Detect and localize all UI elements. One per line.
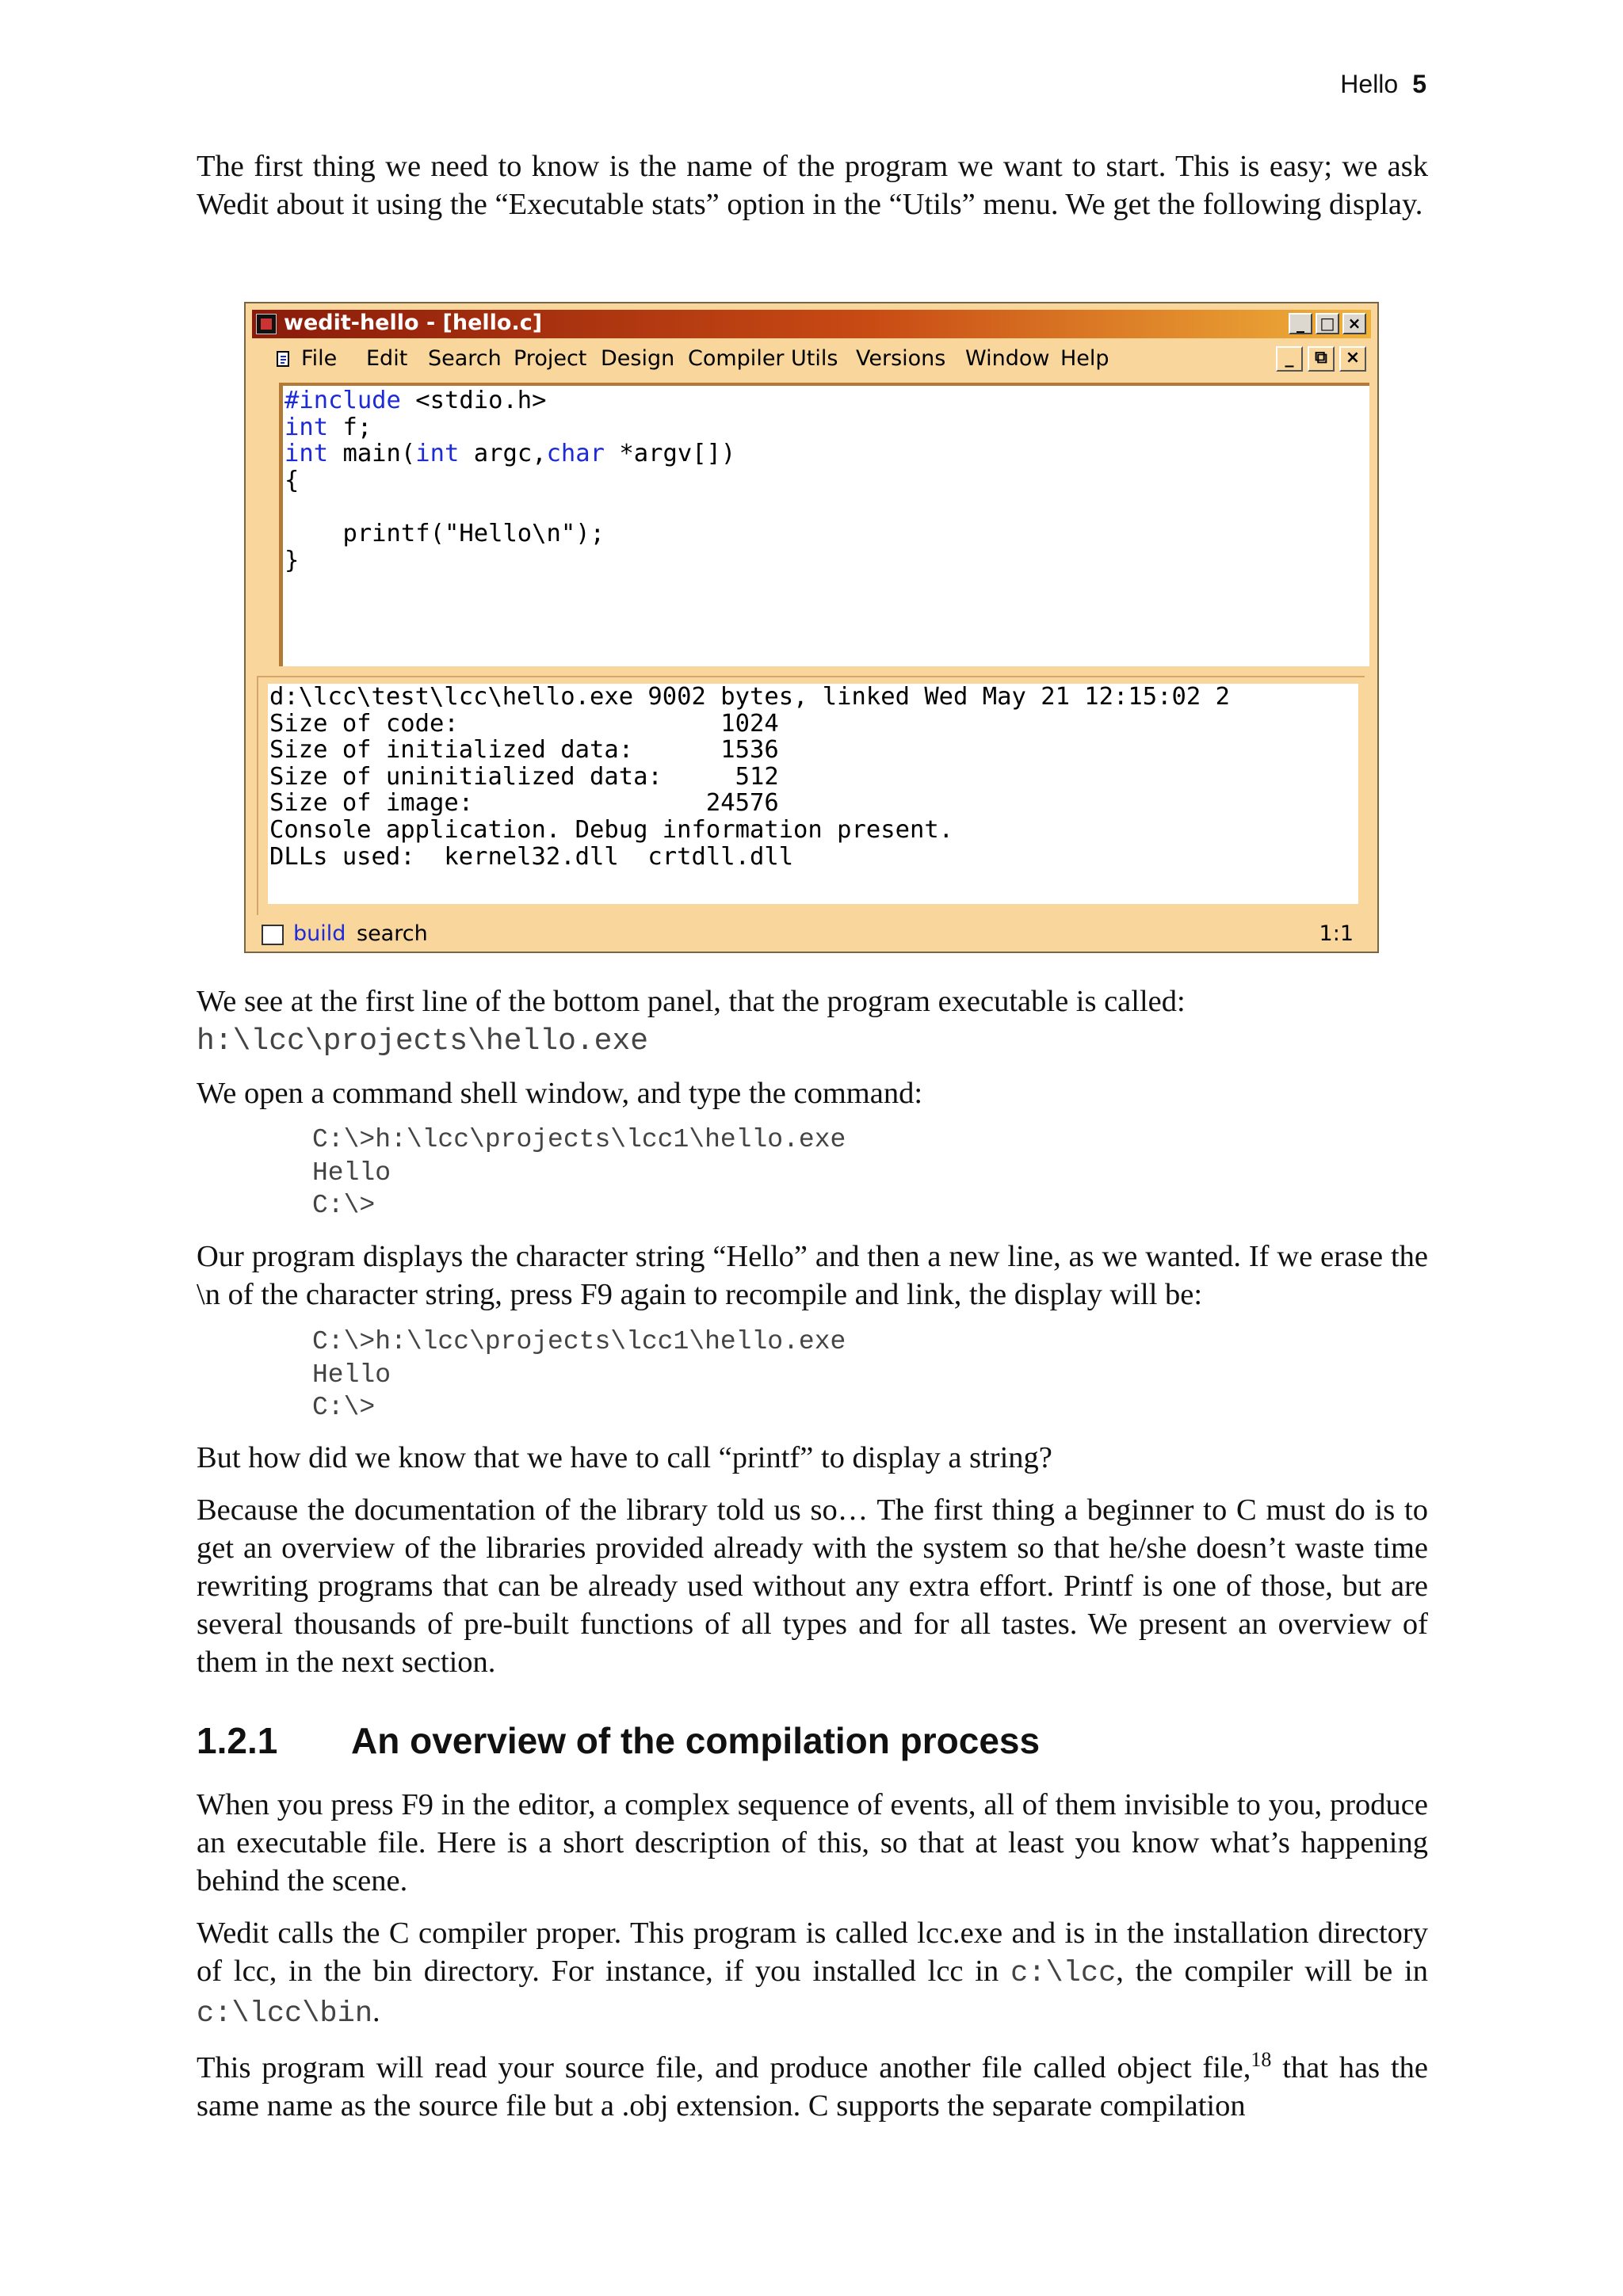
close-icon[interactable]: × [1342,313,1366,334]
menu-project[interactable]: Project [514,346,587,371]
output-line: Console application. Debug information present. [269,815,954,844]
path-lcc: c:\lcc [1010,1957,1117,1990]
para-displays: Our program displays the character string “Hello” and then a new line, as we wanted. If we erase the \n of the character string, press F9 again to recompile and link, the display will be: [197,1240,1428,1311]
para-wedit-text-a: Wedit calls the C compiler proper. This program is called lcc.exe and is in the installation directory of lcc, in the bin directory. For instance, if you installed lcc in [197,1917,1428,1988]
code-line: int f; [285,413,372,441]
wedit-window-screenshot [244,302,1379,953]
code-text [283,386,1369,574]
tab-build[interactable]: build [293,921,346,946]
code-line: { [285,466,300,494]
header-title: Hello [1340,70,1399,98]
para-see-text: We see at the first line of the bottom panel, that the program executable is called: [197,985,1186,1018]
footnote-marker: 18 [1251,2048,1272,2072]
output-text [268,684,1358,870]
menu-utils[interactable]: Utils [791,346,838,371]
para-program [197,2049,1428,2125]
menu-versions[interactable]: Versions [856,346,946,371]
output-line: d:\lcc\test\lcc\hello.exe 9002 bytes, linked Wed May 21 12:15:02 2 [269,684,1230,711]
code-keyword: int [285,413,329,441]
code-keyword: char [546,440,605,468]
intro-paragraph: The first thing we need to know is the name of the program we want to start. This is easy; we ask Wedit about it using the “Executable stats” option in the “Utils” menu. We get the following display. [197,150,1428,221]
tab-search[interactable]: search [357,921,428,946]
para-program-text-b: that has the same name as the source file but a .obj extension. C supports the separate compilation [197,2051,1428,2122]
section-number: 1.2.1 [197,1720,278,1761]
menu-file[interactable]: File [301,346,338,371]
code-block-1: C:\>h:\lcc\projects\lcc1\hello.exe Hello C:\> [312,1125,846,1220]
maximize-icon[interactable]: □ [1316,313,1339,334]
output-line: Size of initialized data: 1536 [269,736,779,765]
para-how: But how did we know that we have to call “printf” to display a string? [197,1441,1052,1474]
code-keyword: int [415,440,460,468]
menu-bar [268,345,1366,375]
exe-path: h:\lcc\projects\hello.exe [197,1024,649,1058]
code-keyword: int [285,440,329,468]
output-line: Size of code: 1024 [269,709,779,738]
output-line: DLLs used: kernel32.dll crtdll.dll [269,842,794,871]
cursor-position: 1:1 [1319,921,1354,946]
para-open: We open a command shell window, and type the command: [197,1077,923,1110]
para-wedit-text-b: , the compiler will be in [1116,1955,1428,1988]
window-toggle-icon[interactable] [262,925,284,945]
section-heading [197,1719,1040,1762]
code-line: } [285,546,300,574]
code-block-2: C:\>h:\lcc\projects\lcc1\hello.exe Hello C:\> [312,1327,846,1422]
menu-window[interactable]: Window [965,346,1050,371]
code-editor[interactable] [279,383,1369,666]
para-wedit [197,1914,1428,2033]
para-wedit-text-c: . [372,1995,380,2028]
para-because: Because the documentation of the library told us so… The first thing a beginner to C must do is to get an overview of the libraries provided already with the system so that he/she doesn’t waste time rewriting programs that can be already used without any extra effort. Printf is one of those, but are several thousands of pre-built functions of all types and for all tastes. We present an overview of them in the next section. [197,1493,1428,1679]
window-titlebar [252,310,1371,338]
document-icon [274,349,293,368]
code-line: printf("Hello\n"); [285,519,605,547]
menu-help[interactable]: Help [1060,346,1109,371]
menu-edit[interactable]: Edit [366,346,408,371]
code-line: #include <stdio.h> [285,387,547,414]
output-line: Size of uninitialized data: 512 [269,762,779,791]
para-f9: When you press F9 in the editor, a complex sequence of events, all of them invisible to you, produce an executable file. Here is a short description of this, so that at least you know what’s happening behind the scene. [197,1788,1428,1897]
para-program-text-a: This program will read your source file, and produce another file called object file, [197,2051,1251,2084]
page-number: 5 [1412,70,1426,98]
section-title: An overview of the compilation process [351,1720,1041,1761]
child-minimize-icon[interactable]: _ [1276,346,1303,372]
menu-search[interactable]: Search [428,346,502,371]
output-line: Size of image: 24576 [269,789,779,818]
minimize-icon[interactable]: _ [1289,313,1312,334]
menu-compiler[interactable]: Compiler [688,346,785,371]
path-lcc-bin: c:\lcc\bin [197,1997,373,2031]
menu-design[interactable]: Design [601,346,675,371]
child-close-icon[interactable]: × [1339,346,1366,372]
para-see [197,982,1428,1061]
window-title: wedit-hello - [hello.c] [284,311,543,335]
running-header [1340,70,1426,99]
output-panel [257,676,1365,915]
code-line: int main(int argc,char *argv[]) [285,440,736,468]
child-restore-icon[interactable]: ⧉ [1308,346,1335,372]
app-icon [256,314,277,334]
code-keyword: #include [285,387,401,414]
status-bar [262,921,1361,948]
